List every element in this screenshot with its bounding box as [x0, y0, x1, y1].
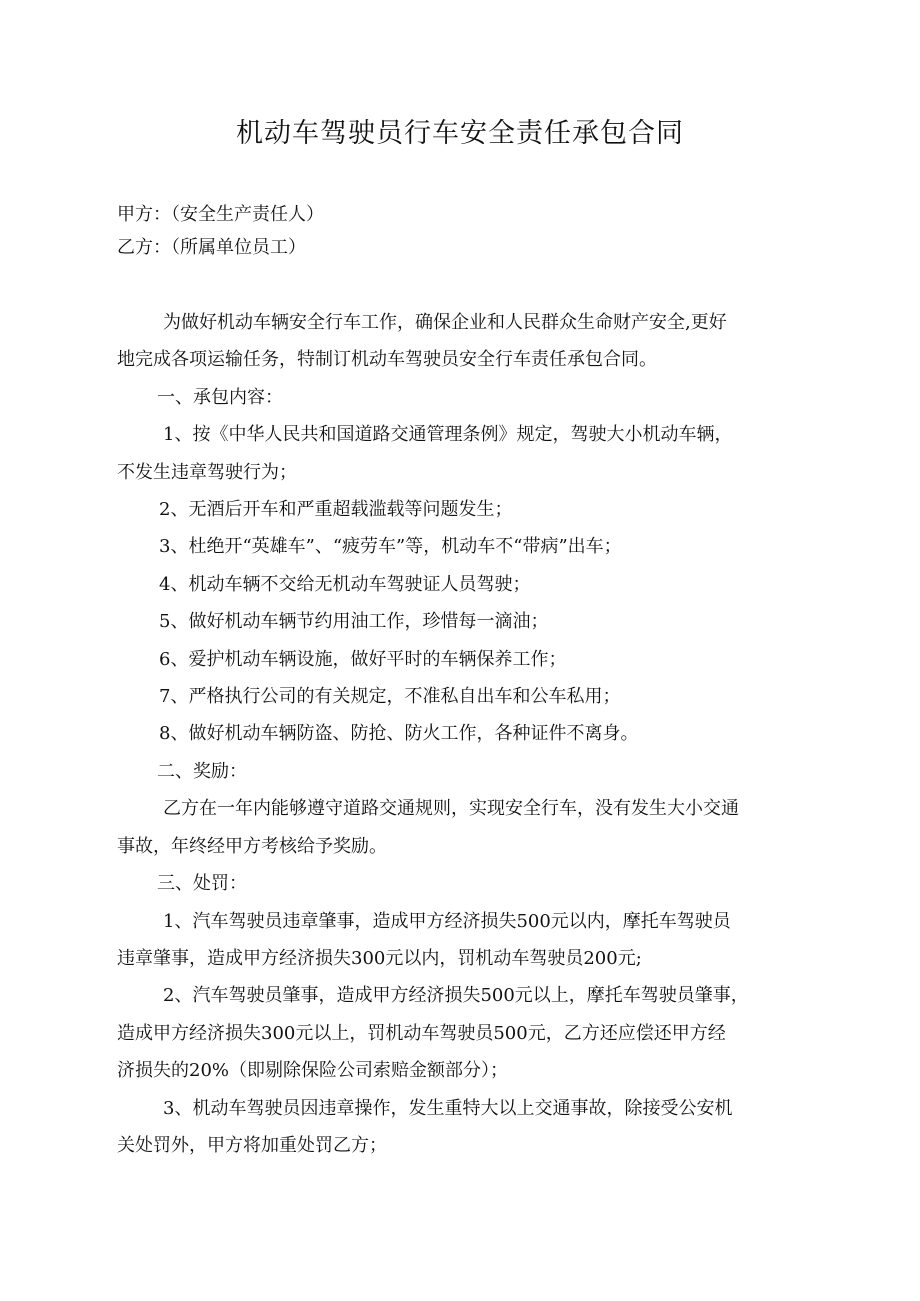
contract-line: 二、奖励： [157, 760, 247, 782]
contract-line: 3、杜绝开“英雄车”、“疲劳车”等，机动车不“带病”出车； [159, 536, 622, 558]
contract-line: 地完成各项运输任务，特制订机动车驾驶员安全行车责任承包合同。 [117, 349, 657, 371]
contract-line: 1、汽车驾驶员违章肇事，造成甲方经济损失500元以内，摩托车驾驶员 [163, 910, 731, 932]
document-title: 机动车驾驶员行车安全责任承包合同 [236, 118, 684, 149]
contract-line: 为做好机动车辆安全行车工作，确保企业和人民群众生命财产安全,更好 [163, 312, 727, 333]
contract-body [117, 304, 807, 1164]
contract-line: 4、机动车辆不交给无机动车驾驶证人员驾驶； [159, 573, 531, 595]
contract-line: 1、按《中华人民共和国道路交通管理条例》规定，驾驶大小机动车辆， [163, 424, 733, 446]
party-b-line: 乙方：（所属单位员工） [117, 237, 306, 258]
contract-line: 7、严格执行公司的有关规定，不准私自出车和公车私用； [159, 686, 621, 708]
contract-line: 违章肇事，造成甲方经济损失300元以内，罚机动车驾驶员200元; [117, 947, 642, 969]
contract-line: 2、无酒后开车和严重超载滥载等问题发生； [159, 499, 513, 521]
contract-line: 8、做好机动车辆防盗、防抢、防火工作，各种证件不离身。 [159, 723, 639, 745]
contract-line: 关处罚外，甲方将加重处罚乙方； [117, 1134, 387, 1156]
contract-line: 3、机动车驾驶员因违章操作，发生重特大以上交通事故，除接受公安机 [163, 1097, 733, 1119]
contract-line: 一、承包内容： [157, 386, 283, 408]
contract-line: 2、汽车驾驶员肇事，造成甲方经济损失500元以上，摩托车驾驶员肇事， [163, 985, 749, 1007]
party-a-line: 甲方：（安全生产责任人） [117, 204, 324, 225]
contract-line: 6、爱护机动车辆设施，做好平时的车辆保养工作； [159, 648, 567, 670]
contract-line: 乙方在一年内能够遵守道路交通规则，实现安全行车，没有发生大小交通 [163, 798, 739, 820]
contract-line: 造成甲方经济损失300元以上，罚机动车驾驶员500元，乙方还应偿还甲方经 [117, 1022, 726, 1044]
contract-line: 三、处罚： [157, 873, 247, 895]
contract-line: 济损失的20%（即剔除保险公司索赔金额部分）； [117, 1060, 509, 1082]
parties-block [117, 198, 817, 264]
contract-line: 5、做好机动车辆节约用油工作，珍惜每一滴油； [159, 611, 549, 633]
contract-line: 事故，年终经甲方考核给予奖励。 [117, 835, 387, 857]
contract-line: 不发生违章驾驶行为； [117, 461, 297, 483]
